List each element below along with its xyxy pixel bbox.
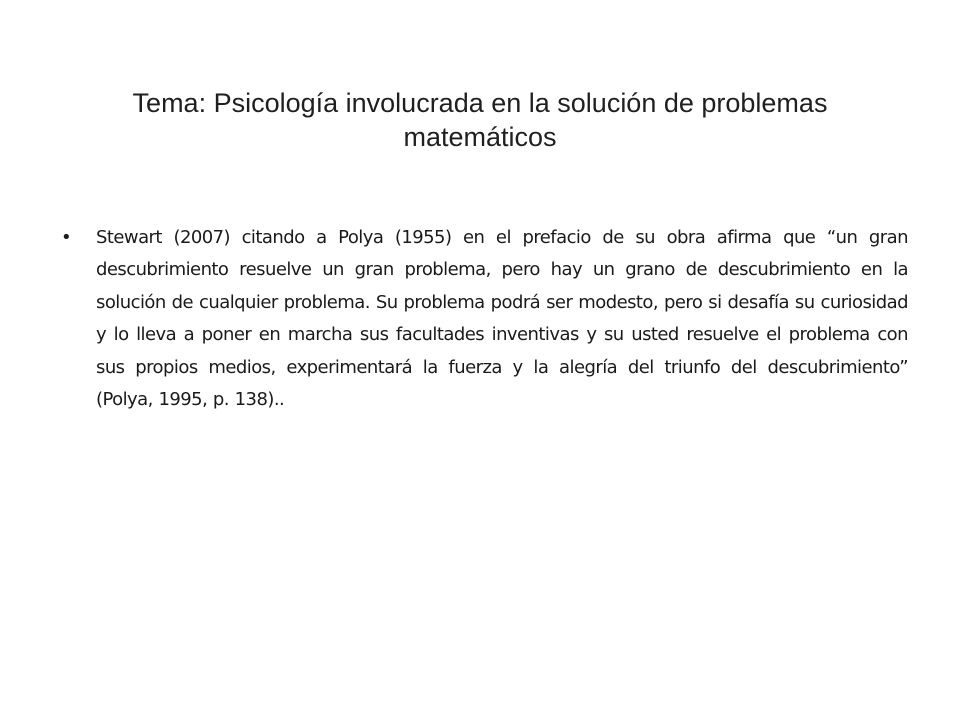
bullet-marker: •: [61, 227, 72, 248]
bullet-list: [60, 222, 908, 416]
bullet-item: [60, 222, 908, 416]
bullet-text: Stewart (2007) citando a Polya (1955) en el prefacio de su obra afirma que “un gran descubrimiento resuelve un gran problema, pero hay un grano de descubrimiento en la solución de cualquier problema. Su problema podrá ser modesto, pero si desafía su curiosidad y lo lleva a poner en marcha sus facultades inventivas y su usted resuelve el problema con sus propios medios, experimentará la fuerza y la alegría del triunfo del descubrimiento” (Polya, 1995, p. 138)..: [96, 227, 908, 411]
slide-title: Tema: Psicología involucrada en la solución de problemas matemáticos: [132, 88, 828, 152]
